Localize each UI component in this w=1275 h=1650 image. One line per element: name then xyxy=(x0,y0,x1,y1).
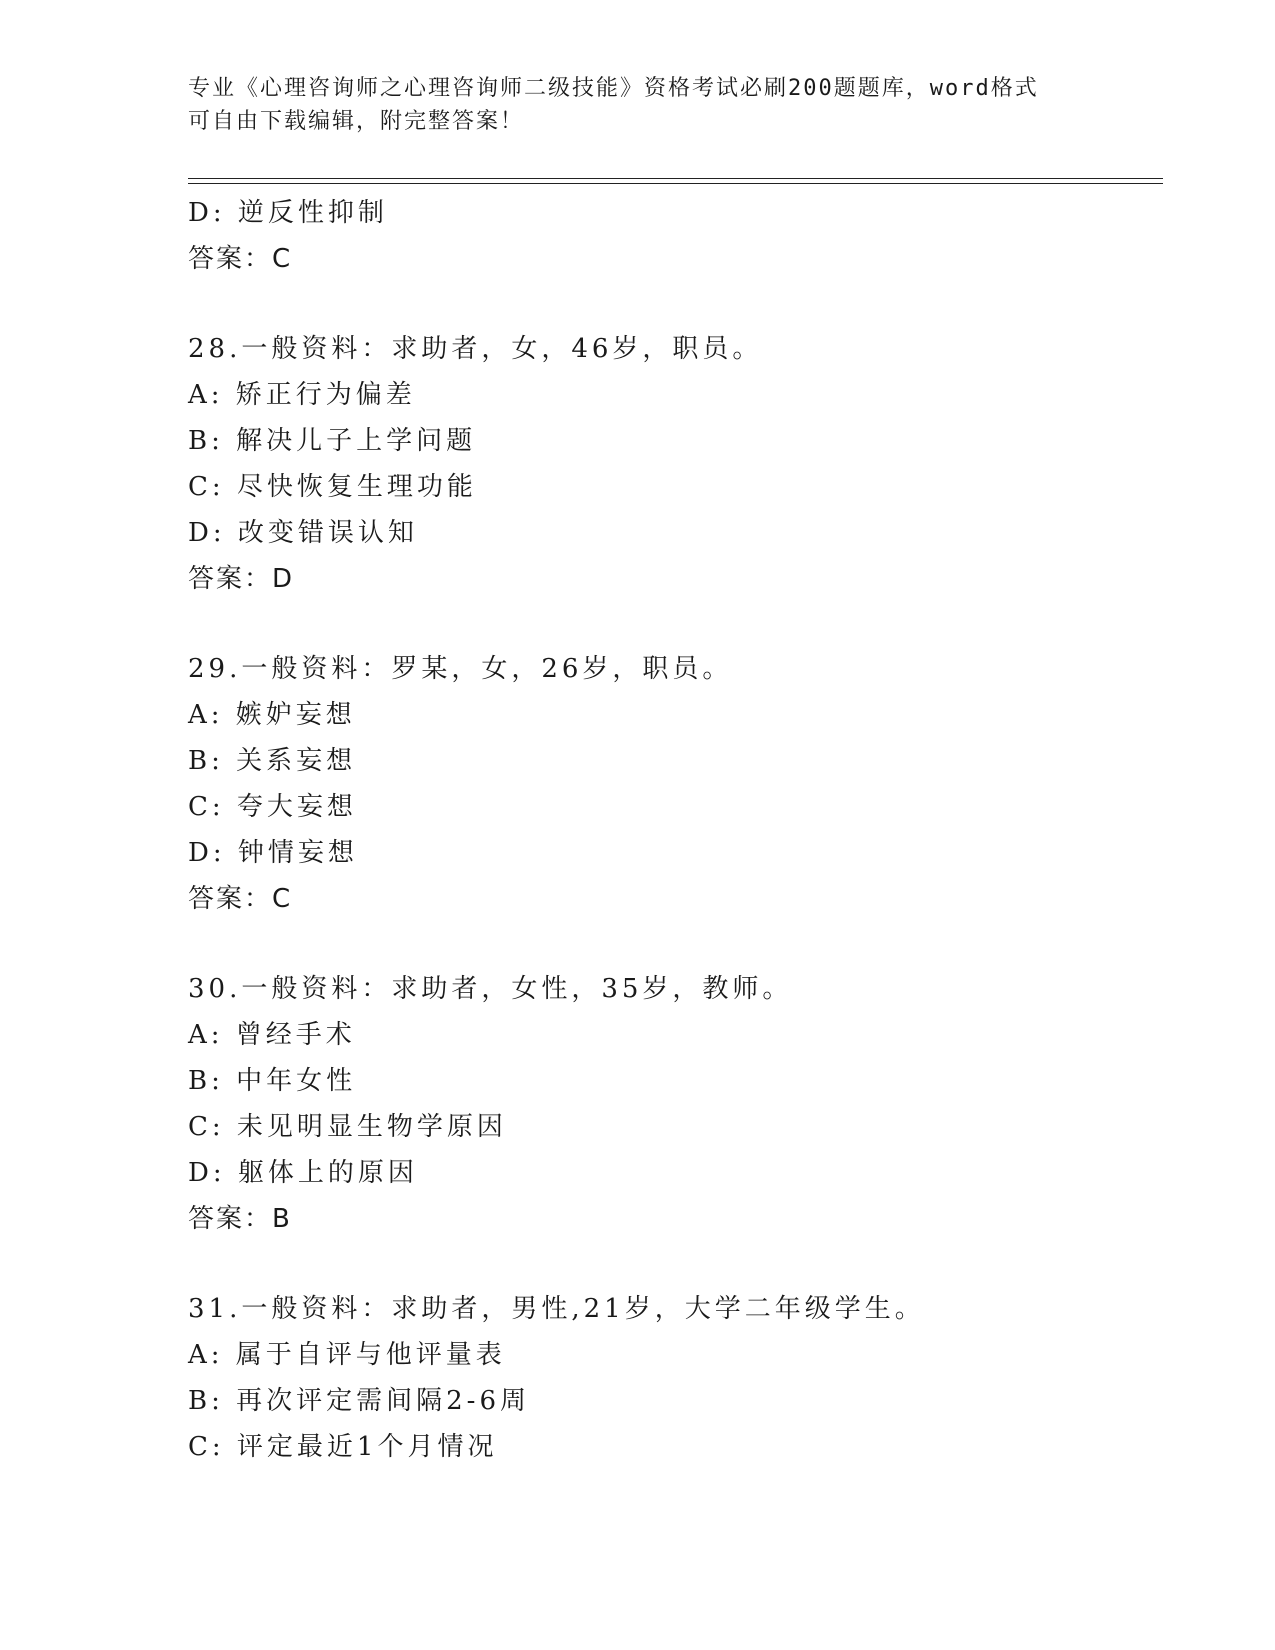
header-line-1: 专业《心理咨询师之心理咨询师二级技能》资格考试必刷200题题库，word格式 xyxy=(188,76,1039,101)
question-block-31 xyxy=(188,1286,1163,1470)
option-d: D: 躯体上的原因 xyxy=(188,1158,418,1188)
option-c: C: 尽快恢复生理功能 xyxy=(188,472,477,502)
fragment-answer: 答案：C xyxy=(188,244,293,274)
answer: 答案：C xyxy=(188,884,293,914)
option-d: D: 改变错误认知 xyxy=(188,518,418,548)
question-stem: 28.一般资料：求助者，女，46岁，职员。 xyxy=(188,334,763,364)
answer: 答案：D xyxy=(188,564,295,594)
question-stem: 29.一般资料：罗某，女，26岁，职员。 xyxy=(188,654,733,684)
document-header xyxy=(188,72,1088,138)
option-b: B: 再次评定需间隔2-6周 xyxy=(188,1386,531,1416)
answer: 答案：B xyxy=(188,1204,292,1234)
question-block-28 xyxy=(188,326,1163,602)
option-d: D: 钟情妄想 xyxy=(188,838,358,868)
option-b: B: 关系妄想 xyxy=(188,746,357,776)
option-c: C: 未见明显生物学原因 xyxy=(188,1112,507,1142)
option-a: A: 矫正行为偏差 xyxy=(188,380,416,410)
question-stem: 31.一般资料：求助者，男性,21岁，大学二年级学生。 xyxy=(188,1294,925,1324)
question-block-30 xyxy=(188,966,1163,1242)
option-a: A: 曾经手术 xyxy=(188,1020,356,1050)
option-a: A: 属于自评与他评量表 xyxy=(188,1340,506,1370)
header-divider-top xyxy=(188,178,1163,179)
header-line-2: 可自由下载编辑，附完整答案！ xyxy=(188,109,525,134)
option-c: C: 夸大妄想 xyxy=(188,792,357,822)
question-block-29 xyxy=(188,646,1163,922)
option-b: B: 中年女性 xyxy=(188,1066,357,1096)
question-stem: 30.一般资料：求助者，女性，35岁，教师。 xyxy=(188,974,793,1004)
option-a: A: 嫉妒妄想 xyxy=(188,700,356,730)
header-divider-bottom xyxy=(188,183,1163,184)
question-content xyxy=(188,190,1163,1470)
option-b: B: 解决儿子上学问题 xyxy=(188,426,477,456)
option-c: C: 评定最近1个月情况 xyxy=(188,1432,498,1462)
fragment-option-d: D: 逆反性抑制 xyxy=(188,198,388,228)
